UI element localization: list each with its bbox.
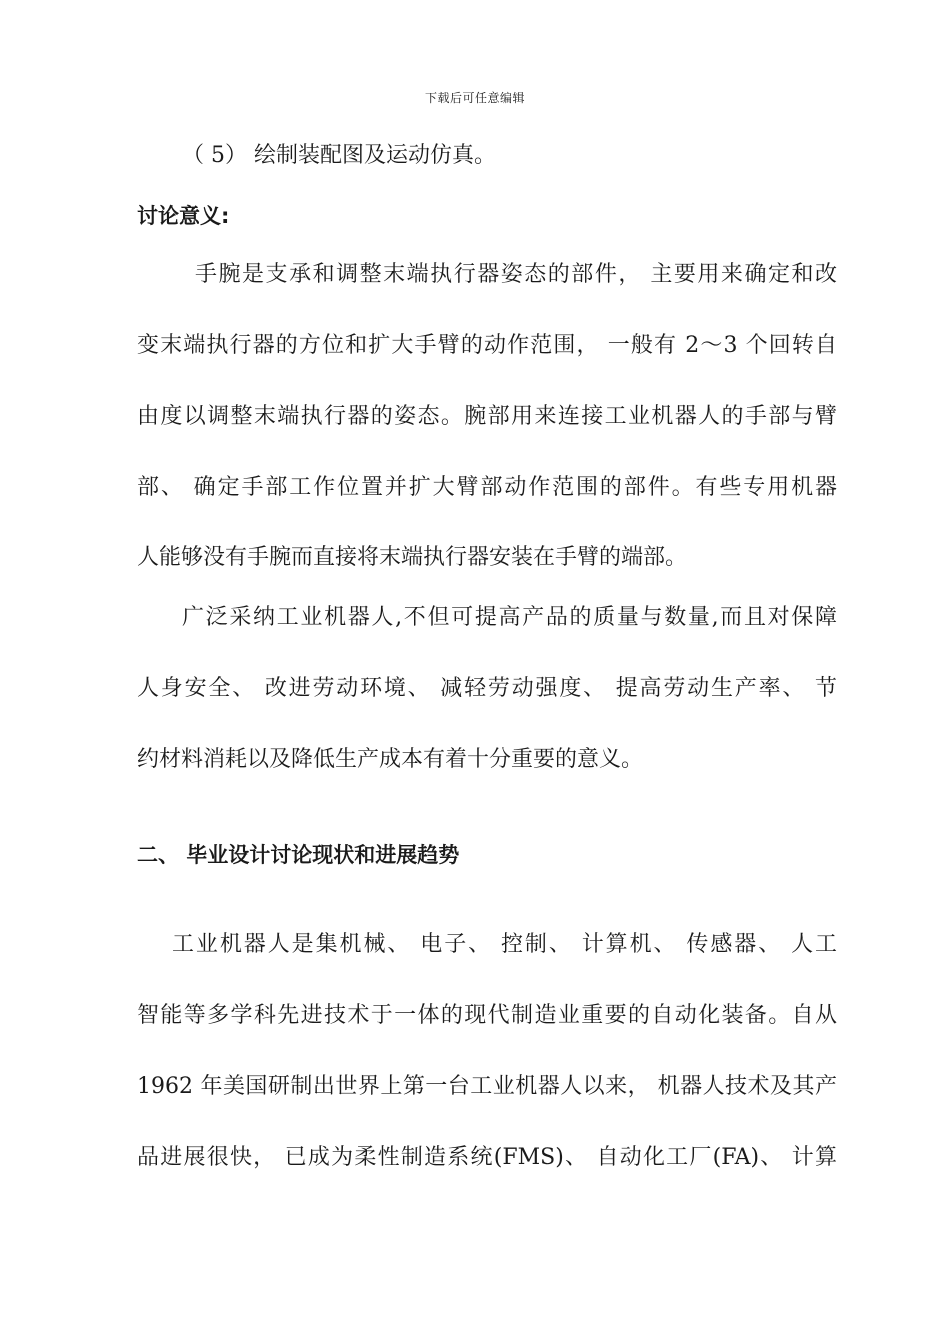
- paragraph-line: 人能够没有手腕而直接将末端执行器安装在手臂的端部。: [137, 545, 688, 570]
- list-item-step-5: （ 5） 绘制装配图及运动仿真。: [182, 143, 496, 168]
- paragraph-line: 工业机器人是集机械、 电子、 控制、 计算机、 传感器、 人工: [172, 932, 837, 957]
- paragraph-line: 人身安全、 改进劳动环境、 减轻劳动强度、 提高劳动生产率、 节: [137, 676, 837, 701]
- paragraph-line: 约材料消耗以及降低生产成本有着十分重要的意义。: [137, 747, 644, 772]
- paragraph-line: 智能等多学科先进技术于一体的现代制造业重要的自动化装备。自从: [137, 1003, 837, 1028]
- section-heading-significance: 讨论意义:: [137, 204, 230, 228]
- paragraph-line: 品进展很快， 已成为柔性制造系统(FMS)、 自动化工厂(FA)、 计算: [137, 1145, 837, 1170]
- paragraph-line: 1962 年美国研制出世界上第一台工业机器人以来， 机器人技术及其产: [137, 1074, 837, 1099]
- paragraph-line: 变末端执行器的方位和扩大手臂的动作范围， 一般有 2～3 个回转自: [137, 333, 837, 358]
- section-heading-status: 二、 毕业设计讨论现状和进展趋势: [137, 843, 460, 867]
- paragraph-line: 手腕是支承和调整末端执行器姿态的部件， 主要用来确定和改: [195, 262, 837, 287]
- paragraph-line: 广泛采纳工业机器人,不但可提高产品的质量与数量,而且对保障: [182, 605, 837, 630]
- paragraph-line: 部、 确定手部工作位置并扩大臂部动作范围的部件。有些专用机器: [137, 475, 837, 500]
- paragraph-line: 由度以调整末端执行器的姿态。腕部用来连接工业机器人的手部与臂: [137, 404, 837, 429]
- page-header: 下载后可任意编辑: [424, 91, 525, 105]
